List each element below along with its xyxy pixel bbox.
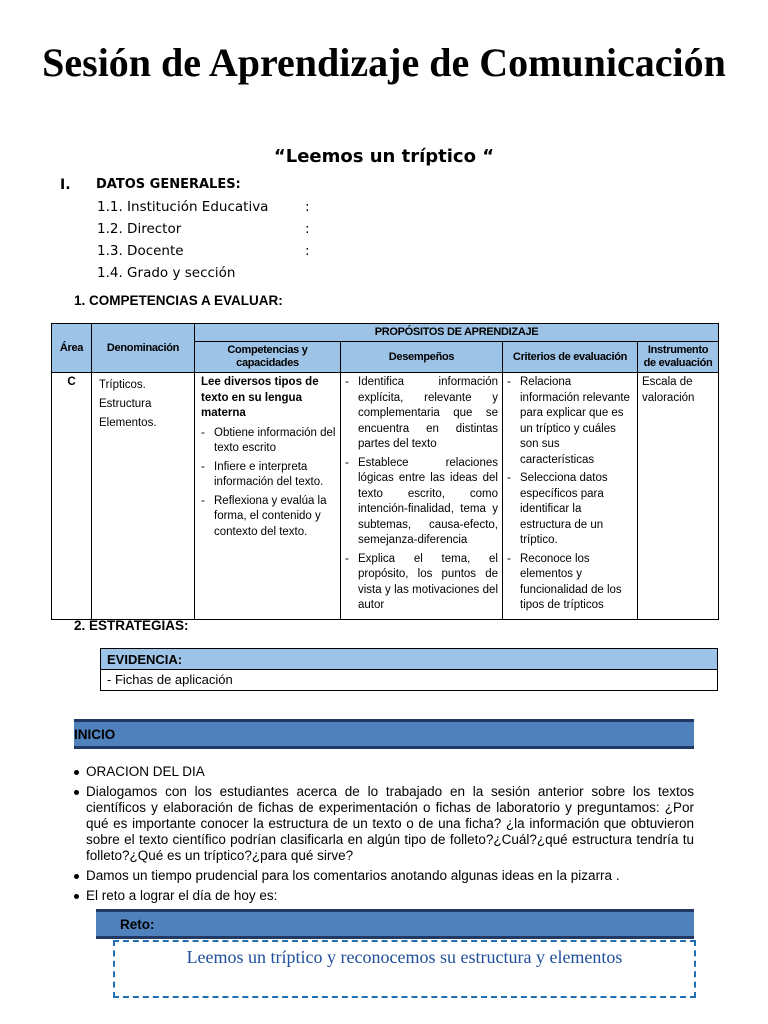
dato-label: 1.1. Institución Educativa <box>97 199 269 215</box>
criterio-item: - Selecciona datos específicos para identificar la estructura de un tríptico. <box>507 471 633 549</box>
dato-institucion <box>97 199 310 215</box>
list-item: Damos un tiempo prudencial para los comentarios anotando algunas ideas en la pizarra . <box>74 868 694 884</box>
dato-docente <box>97 243 310 259</box>
criterio-item: - Relaciona información relevante para explicar que es un tríptico y cuáles son sus características <box>507 375 633 468</box>
cell-criterios <box>503 373 638 620</box>
dato-label: 1.3. Docente <box>97 243 184 259</box>
header-propositos: PROPÓSITOS DE APRENDIZAJE <box>195 324 719 342</box>
header-instrumento: Instrumento de evaluación <box>638 342 719 373</box>
header-criterios: Criterios de evaluación <box>503 342 638 373</box>
dato-colon: : <box>305 221 310 237</box>
capacidad-item: - Obtiene información del texto escrito <box>201 426 336 457</box>
list-item: Dialogamos con los estudiantes acerca de lo trabajado en la sesión anterior sobre los textos científicos y elaboración de fichas de experimentación o fichas de laboratorio y preguntamos: ¿Por qué es importante conocer la estructura de un texto o de una ficha? ¿la información que obtuvieron sobre el texto científico podrían clasificarla en algún tipo de folleto?¿Cuál?¿qué estructura tendría tu folleto?¿Qué es un tríptico?¿para qué sirve? <box>74 784 694 864</box>
section-number: I. <box>60 177 71 193</box>
evidencia-value: - Fichas de aplicación <box>100 669 718 691</box>
dato-colon: : <box>305 243 310 259</box>
criterio-item: - Reconoce los elementos y funcionalidad de los tipos de trípticos <box>507 552 633 614</box>
reto-box <box>113 940 696 998</box>
competencias-heading: 1. COMPETENCIAS A EVALUAR: <box>74 293 283 308</box>
competencias-table <box>51 323 719 620</box>
inicio-list <box>74 764 694 908</box>
desempeno-item: - Identifica información explícita, relevante y complementaria que se encuentra en distintas partes del texto <box>345 375 498 453</box>
list-item: El reto a lograr el día de hoy es: <box>74 888 694 904</box>
cell-denominacion <box>92 373 195 620</box>
cell-competencias <box>195 373 341 620</box>
capacidad-item: - Infiere e interpreta información del texto. <box>201 460 336 491</box>
reto-label: Reto: <box>120 917 155 932</box>
desempeno-item: - Establece relaciones lógicas entre las ideas del texto escrito, como intención-finalidad, tema y subtemas, causa-efecto, semejanza-diferencia <box>345 456 498 549</box>
inicio-bar <box>74 719 694 749</box>
dato-grado <box>97 265 236 281</box>
header-denominacion: Denominación <box>92 324 195 373</box>
header-desempenos: Desempeños <box>341 342 503 373</box>
cell-instrumento: Escala de valoración <box>638 373 719 620</box>
inicio-label: INICIO <box>74 727 116 742</box>
dato-colon: : <box>305 199 310 215</box>
cell-area: C <box>52 373 92 620</box>
header-area: Área <box>52 324 92 373</box>
denominacion-item: Estructura <box>99 398 152 410</box>
section-title: DATOS GENERALES: <box>96 177 241 192</box>
session-subtitle: “Leemos un tríptico “ <box>273 146 495 167</box>
dato-director <box>97 221 310 237</box>
table-row <box>52 373 719 620</box>
header-competencias: Competencias y capacidades <box>195 342 341 373</box>
competencia-title: Lee diversos tipos de texto en su lengua materna <box>201 376 319 419</box>
denominacion-item: Elementos. <box>99 417 157 429</box>
cell-desempenos <box>341 373 503 620</box>
evidencia-label: EVIDENCIA: <box>100 648 718 670</box>
denominacion-item: Trípticos. <box>99 379 146 391</box>
list-item: ORACION DEL DIA <box>74 764 694 780</box>
reto-bar <box>96 909 694 939</box>
page-title: Sesión de Aprendizaje de Comunicación <box>42 40 726 85</box>
capacidad-item: - Reflexiona y evalúa la forma, el contenido y contexto del texto. <box>201 494 336 541</box>
dato-label: 1.4. Grado y sección <box>97 265 236 281</box>
dato-label: 1.2. Director <box>97 221 182 237</box>
desempeno-item: - Explica el tema, el propósito, los puntos de vista y las motivaciones del autor <box>345 552 498 614</box>
reto-text: Leemos un tríptico y reconocemos su estructura y elementos <box>186 947 623 967</box>
estrategias-heading: 2. ESTRATEGIAS: <box>74 618 189 633</box>
